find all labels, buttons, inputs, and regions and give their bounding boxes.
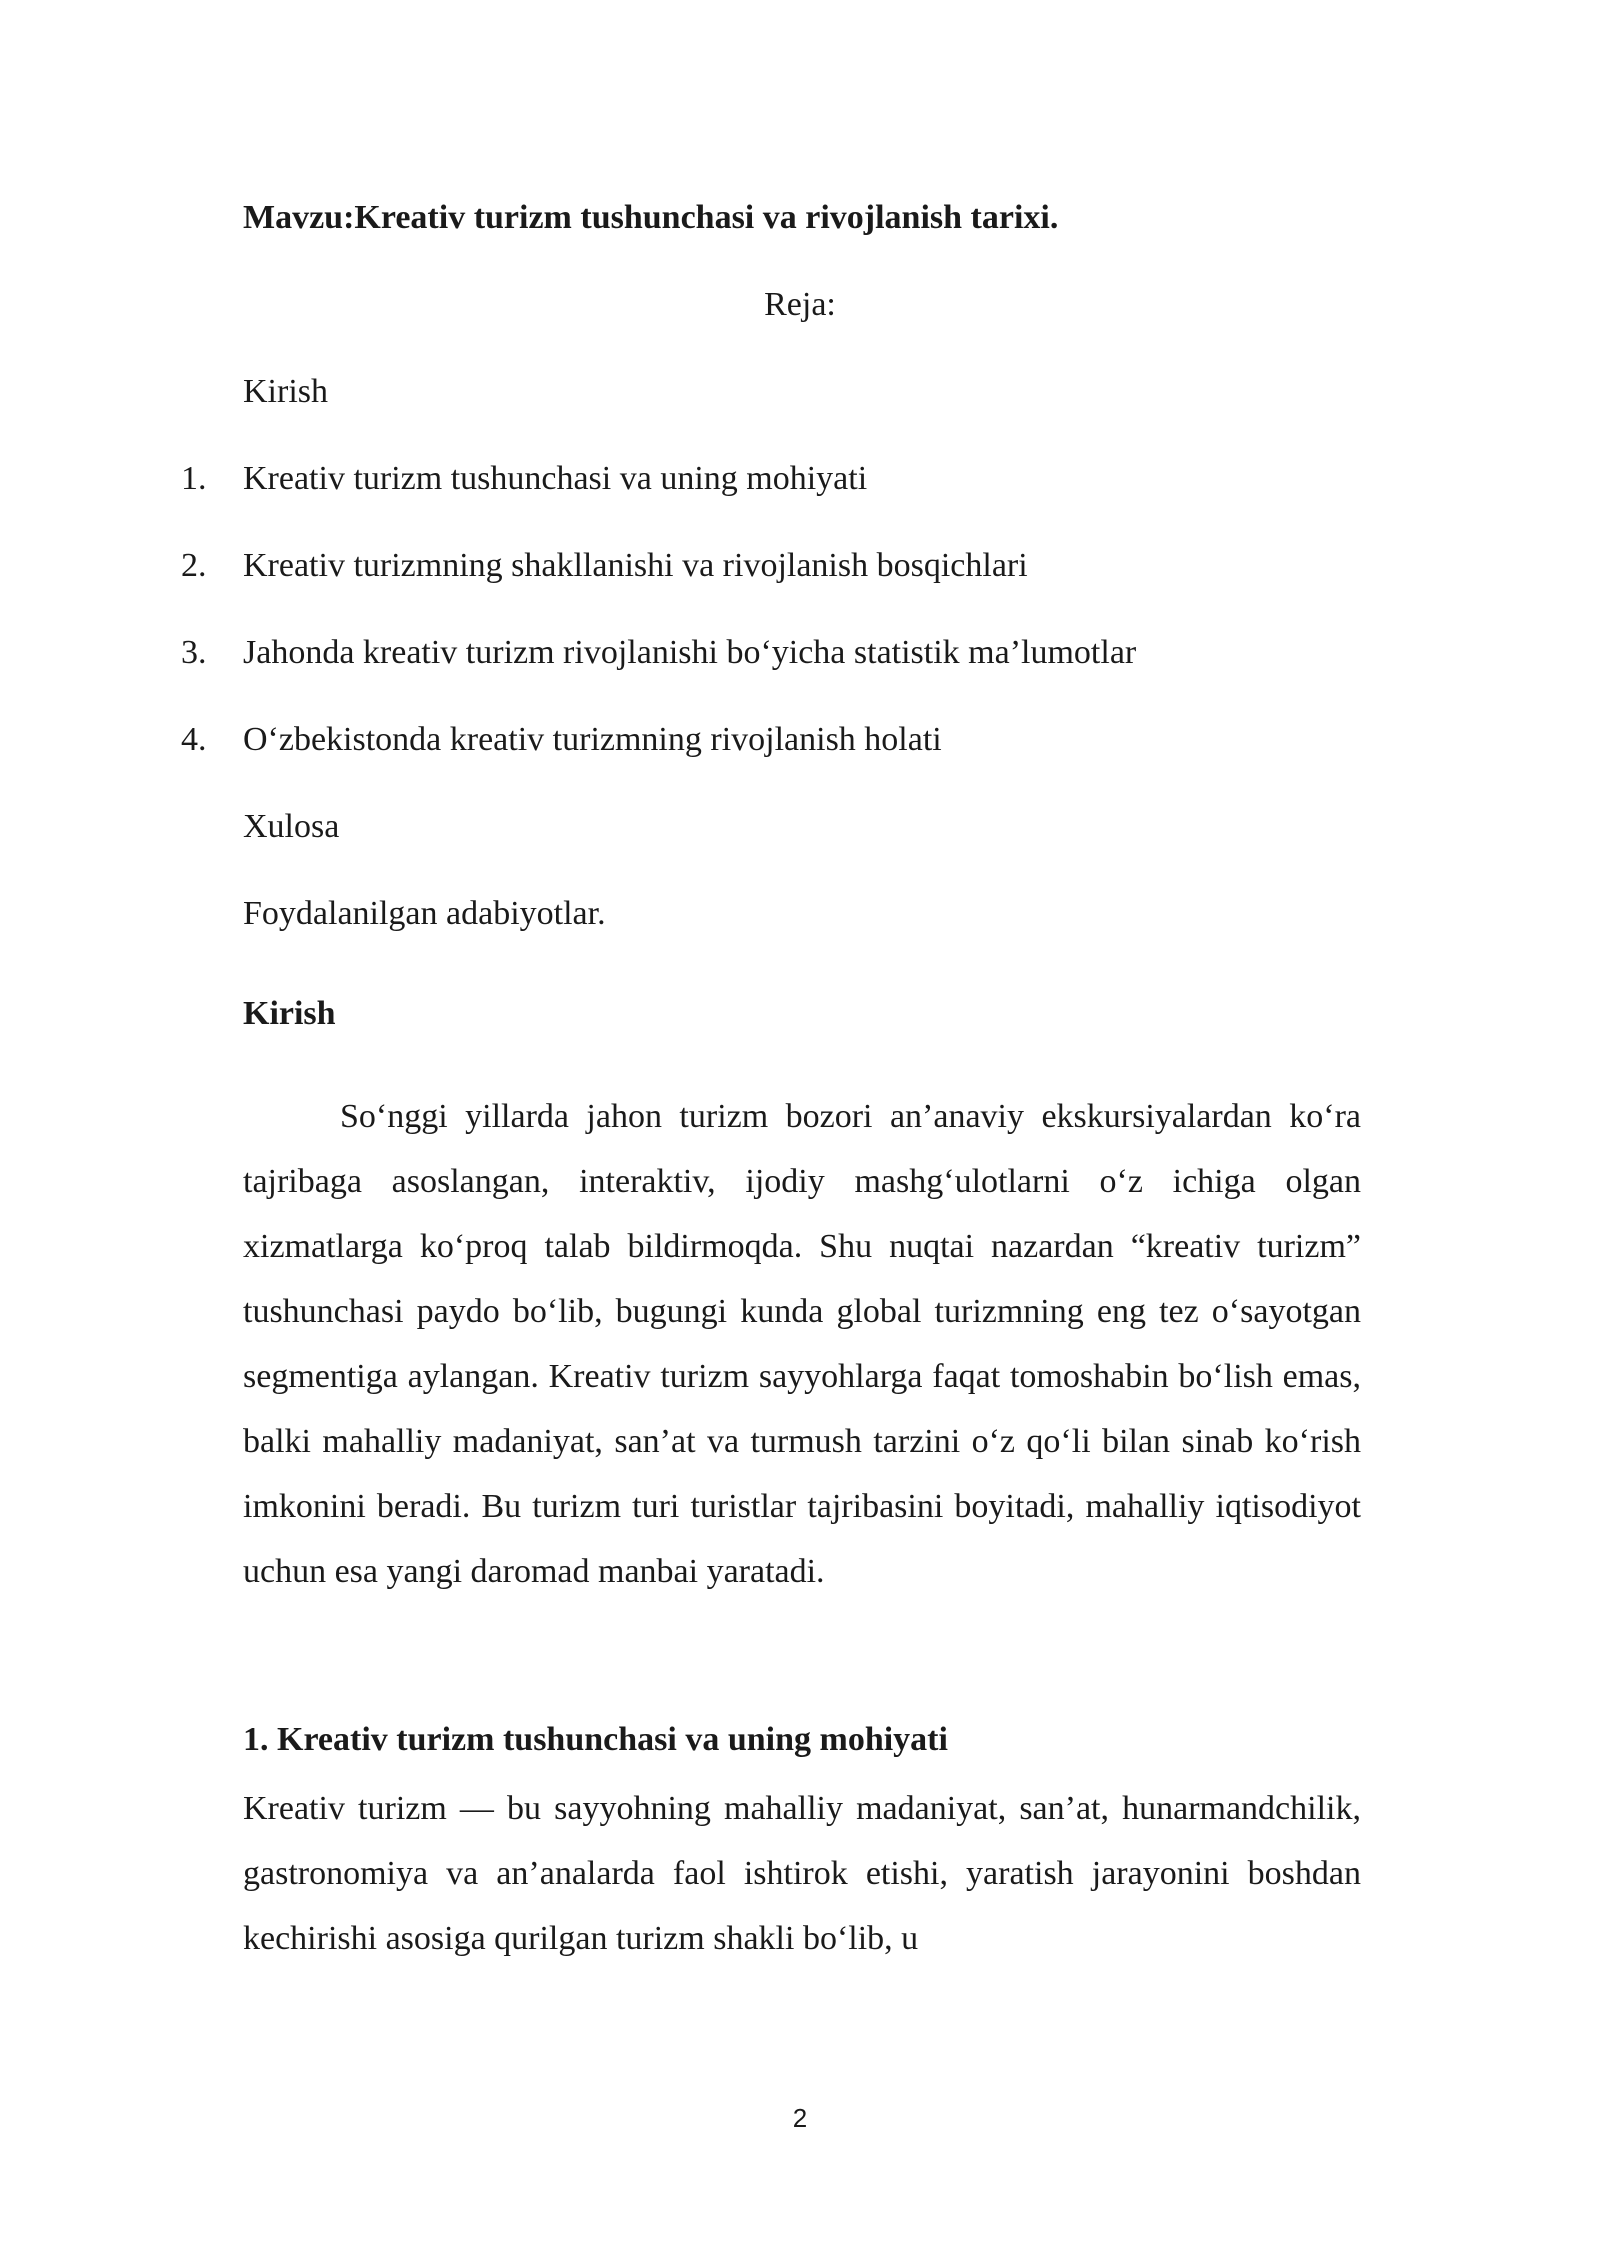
section-1-heading: 1. Kreativ turizm tushunchasi va uning mohiyati [243, 1721, 948, 1758]
plan-item-number: 1. [181, 460, 207, 497]
plan-item-number: 3. [181, 634, 207, 671]
plan-item-text: Jahonda kreativ turizm rivojlanishi bo‘yicha statistik ma’lumotlar [243, 634, 1137, 671]
plan-conclusion-item: Xulosa [243, 808, 340, 845]
plan-item-number: 4. [181, 721, 207, 758]
plan-item-number: 2. [181, 547, 207, 584]
plan-intro-item: Kirish [243, 373, 328, 410]
page-number: 2 [792, 2103, 808, 2133]
plan-item-text: O‘zbekistonda kreativ turizmning rivojlanish holati [243, 721, 942, 758]
intro-paragraph: So‘nggi yillarda jahon turizm bozori an’anaviy ekskursiyalardan ko‘ra tajribaga asoslangan, interaktiv, ijodiy mashg‘ulotlarni o‘z ichiga olgan xizmatlarga ko‘proq talab bildirmoqda. Shu nuqtai nazardan “kreativ turizm” tushunchasi paydo bo‘lib, bugungi kunda global turizmning eng tez o‘sayotgan segmentiga aylangan. Kreativ turizm sayyohlarga faqat tomoshabin bo‘lish emas, balki mahalliy madaniyat, san’at va turmush tarzini o‘z qo‘li bilan sinab ko‘rish imkonini beradi. Bu turizm turi turistlar tajribasini boyitadi, mahalliy iqtisodiyot uchun esa yangi daromad manbai yaratadi. [243, 1098, 1361, 1590]
plan-references-item: Foydalanilgan adabiyotlar. [243, 895, 606, 932]
intro-heading: Kirish [243, 995, 336, 1032]
plan-item-text: Kreativ turizm tushunchasi va uning mohiyati [243, 460, 868, 497]
plan-item-text: Kreativ turizmning shakllanishi va rivojlanish bosqichlari [243, 547, 1028, 584]
topic-title: Mavzu:Kreativ turizm tushunchasi va rivojlanish tarixi. [243, 199, 1059, 236]
section-1-paragraph: Kreativ turizm — bu sayyohning mahalliy madaniyat, san’at, hunarmandchilik, gastronomiya va an’analarda faol ishtirok etishi, yaratish jarayonini boshdan kechirishi asosiga qurilgan turizm shakli bo‘lib, u [243, 1790, 1361, 1957]
plan-heading: Reja: [764, 286, 836, 323]
